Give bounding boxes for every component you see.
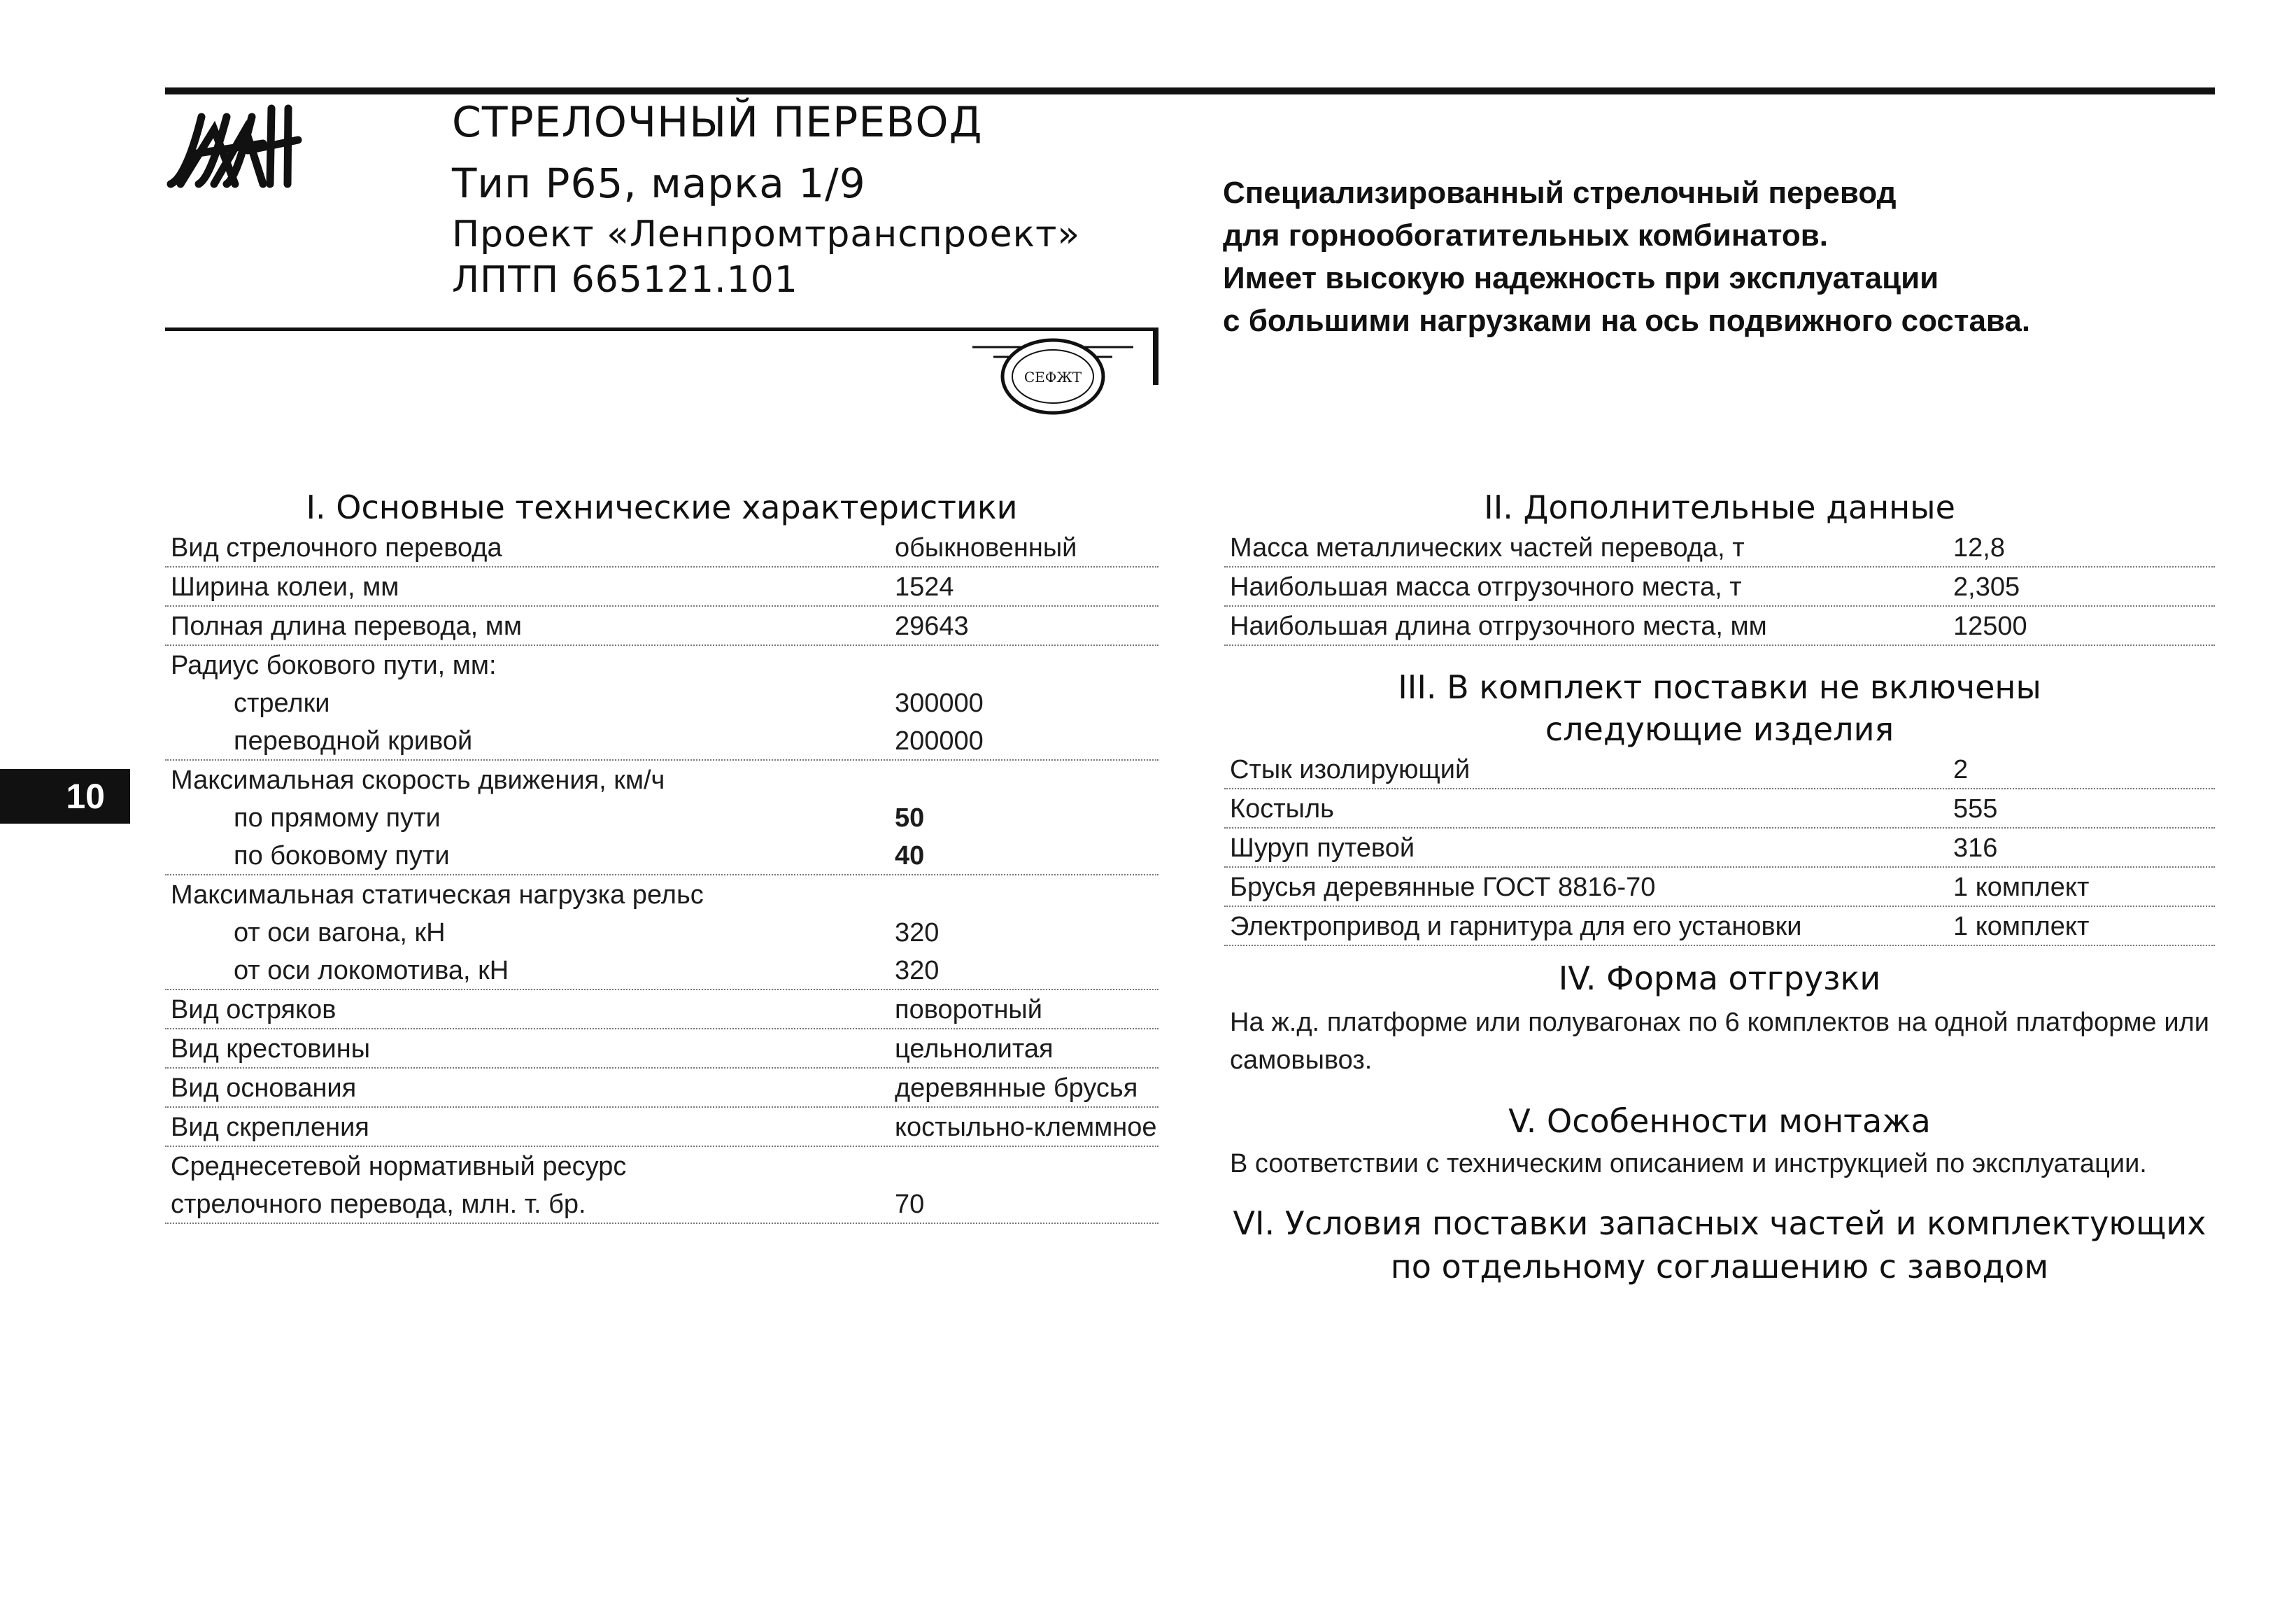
row-label: Наибольшая длина отгрузочного места, мм	[1230, 612, 1767, 641]
row-value: 29643	[895, 612, 969, 641]
title-line-3: Проект «Ленпромтранспроект»	[452, 213, 1081, 255]
row-value: 2,305	[1953, 572, 2020, 602]
railway-switch-logo-icon	[165, 101, 305, 189]
section-4-title: IV. Форма отгрузки	[1558, 959, 1881, 997]
title-line-4: ЛПТП 665121.101	[452, 259, 798, 301]
row-value: 320	[895, 956, 940, 985]
row-label: Вид стрелочного перевода	[171, 533, 502, 563]
section-6-title-line-2: по отдельному соглашению с заводом	[1390, 1248, 2049, 1286]
row-value: 40	[895, 841, 925, 871]
row-value: деревянные брусья	[895, 1073, 1138, 1103]
table-row	[165, 607, 1158, 646]
intro-line: Имеет высокую надежность при эксплуатации	[1223, 261, 1939, 295]
row-label: Вид скрепления	[171, 1113, 369, 1142]
table-row	[165, 646, 1158, 684]
table-row	[165, 875, 1158, 913]
row-value: 300000	[895, 689, 984, 718]
table-row	[165, 990, 1158, 1029]
table-row	[1224, 907, 2215, 946]
section-1-title: I. Основные технические характеристики	[306, 488, 1018, 526]
top-rule	[165, 87, 2215, 94]
row-value: обыкновенный	[895, 533, 1077, 563]
section-2-title: II. Дополнительные данные	[1484, 488, 1955, 526]
row-label: Полная длина перевода, мм	[171, 612, 522, 641]
table-row	[1224, 528, 2215, 568]
row-label: Костыль	[1230, 794, 1334, 824]
row-label: Брусья деревянные ГОСТ 8816-70	[1230, 873, 1656, 902]
table-row	[165, 951, 1158, 990]
row-label: Электропривод и гарнитура для его установки	[1230, 912, 1802, 941]
row-label: Ширина колеи, мм	[171, 572, 399, 602]
table-row	[1224, 789, 2215, 829]
intro-text	[1223, 171, 2202, 342]
shipping-form-text: На ж.д. платформе или полувагонах по 6 комплектов на одной платформе или самовывоз.	[1230, 1008, 2209, 1075]
table-row	[165, 1185, 1158, 1224]
seal-text: СЕФЖТ	[1023, 369, 1082, 386]
page-number: 10	[0, 769, 130, 824]
table-row	[165, 913, 1158, 951]
spec-table	[165, 528, 1158, 1224]
row-label: Среднесетевой нормативный ресурс	[171, 1152, 627, 1181]
row-label: от оси локомотива, кН	[234, 956, 509, 985]
table-row	[165, 798, 1158, 836]
row-label: переводной кривой	[234, 726, 473, 756]
section-5-title: V. Особенности монтажа	[1508, 1102, 1931, 1140]
row-value: 1524	[895, 572, 954, 602]
row-label: Радиус бокового пути, мм:	[171, 651, 497, 680]
row-label: Максимальная статическая нагрузка рельс	[171, 880, 704, 910]
table-row	[165, 1147, 1158, 1185]
table-row	[165, 1108, 1158, 1147]
row-value: 320	[895, 918, 940, 948]
row-value: 1 комплект	[1953, 873, 2090, 902]
row-value: 2	[1953, 755, 1969, 784]
row-value: поворотный	[895, 995, 1042, 1024]
row-label: Максимальная скорость движения, км/ч	[171, 766, 665, 795]
table-row	[165, 1069, 1158, 1108]
table-row	[165, 761, 1158, 798]
row-value: костыльно-клеммное	[895, 1113, 1157, 1142]
row-value: 1 комплект	[1953, 912, 2090, 941]
row-value: 50	[895, 803, 925, 833]
row-label: Вид остряков	[171, 995, 336, 1024]
row-label: Наибольшая масса отгрузочного места, т	[1230, 572, 1742, 602]
section-3-title-line-2: следующие изделия	[1545, 710, 1894, 748]
row-label: от оси вагона, кН	[234, 918, 446, 948]
row-label: стрелки	[234, 689, 330, 718]
row-value: 70	[895, 1190, 925, 1219]
table-row	[1224, 607, 2215, 646]
table-row	[165, 1029, 1158, 1069]
table-row	[165, 684, 1158, 721]
table-row	[165, 721, 1158, 761]
table-row	[165, 528, 1158, 568]
row-label: Стык изолирующий	[1230, 755, 1471, 784]
row-label: Вид крестовины	[171, 1034, 371, 1064]
installation-text: В соответствии с техническим описанием и инструкцией по эксплуатации.	[1230, 1149, 2147, 1178]
row-label: по прямому пути	[234, 803, 441, 833]
header-divider-tick	[1153, 327, 1158, 385]
row-value: 200000	[895, 726, 984, 756]
title-line-2: Тип Р65, марка 1/9	[452, 160, 866, 207]
row-value: 316	[1953, 833, 1998, 863]
table-row	[165, 568, 1158, 607]
row-label: по боковому пути	[234, 841, 450, 871]
table-row	[1224, 868, 2215, 907]
additional-data-table	[1224, 528, 2215, 646]
row-value: цельнолитая	[895, 1034, 1054, 1064]
manufacturer-seal-icon	[958, 333, 1147, 417]
section-6-title: VI. Условия поставки запасных частей и комплектующих	[1233, 1204, 2206, 1242]
section-3-title: III. В комплект поставки не включены	[1398, 668, 2041, 706]
row-label: стрелочного перевода, млн. т. бр.	[171, 1190, 586, 1219]
header-divider	[165, 327, 1157, 331]
table-row	[1224, 829, 2215, 868]
row-label: Вид основания	[171, 1073, 357, 1103]
intro-line: с большими нагрузками на ось подвижного состава.	[1223, 304, 2031, 338]
table-row	[1224, 750, 2215, 789]
table-row	[1224, 568, 2215, 607]
title-line-1: СТРЕЛОЧНЫЙ ПЕРЕВОД	[452, 98, 983, 147]
row-label: Шуруп путевой	[1230, 833, 1415, 863]
table-row	[165, 836, 1158, 875]
row-value: 12500	[1953, 612, 2027, 641]
row-label: Масса металлических частей перевода, т	[1230, 533, 1745, 563]
intro-line: Специализированный стрелочный перевод	[1223, 176, 1897, 210]
intro-line: для горнообогатительных комбинатов.	[1223, 218, 1829, 253]
row-value: 555	[1953, 794, 1998, 824]
row-value: 12,8	[1953, 533, 2005, 563]
excluded-items-table	[1224, 750, 2215, 946]
